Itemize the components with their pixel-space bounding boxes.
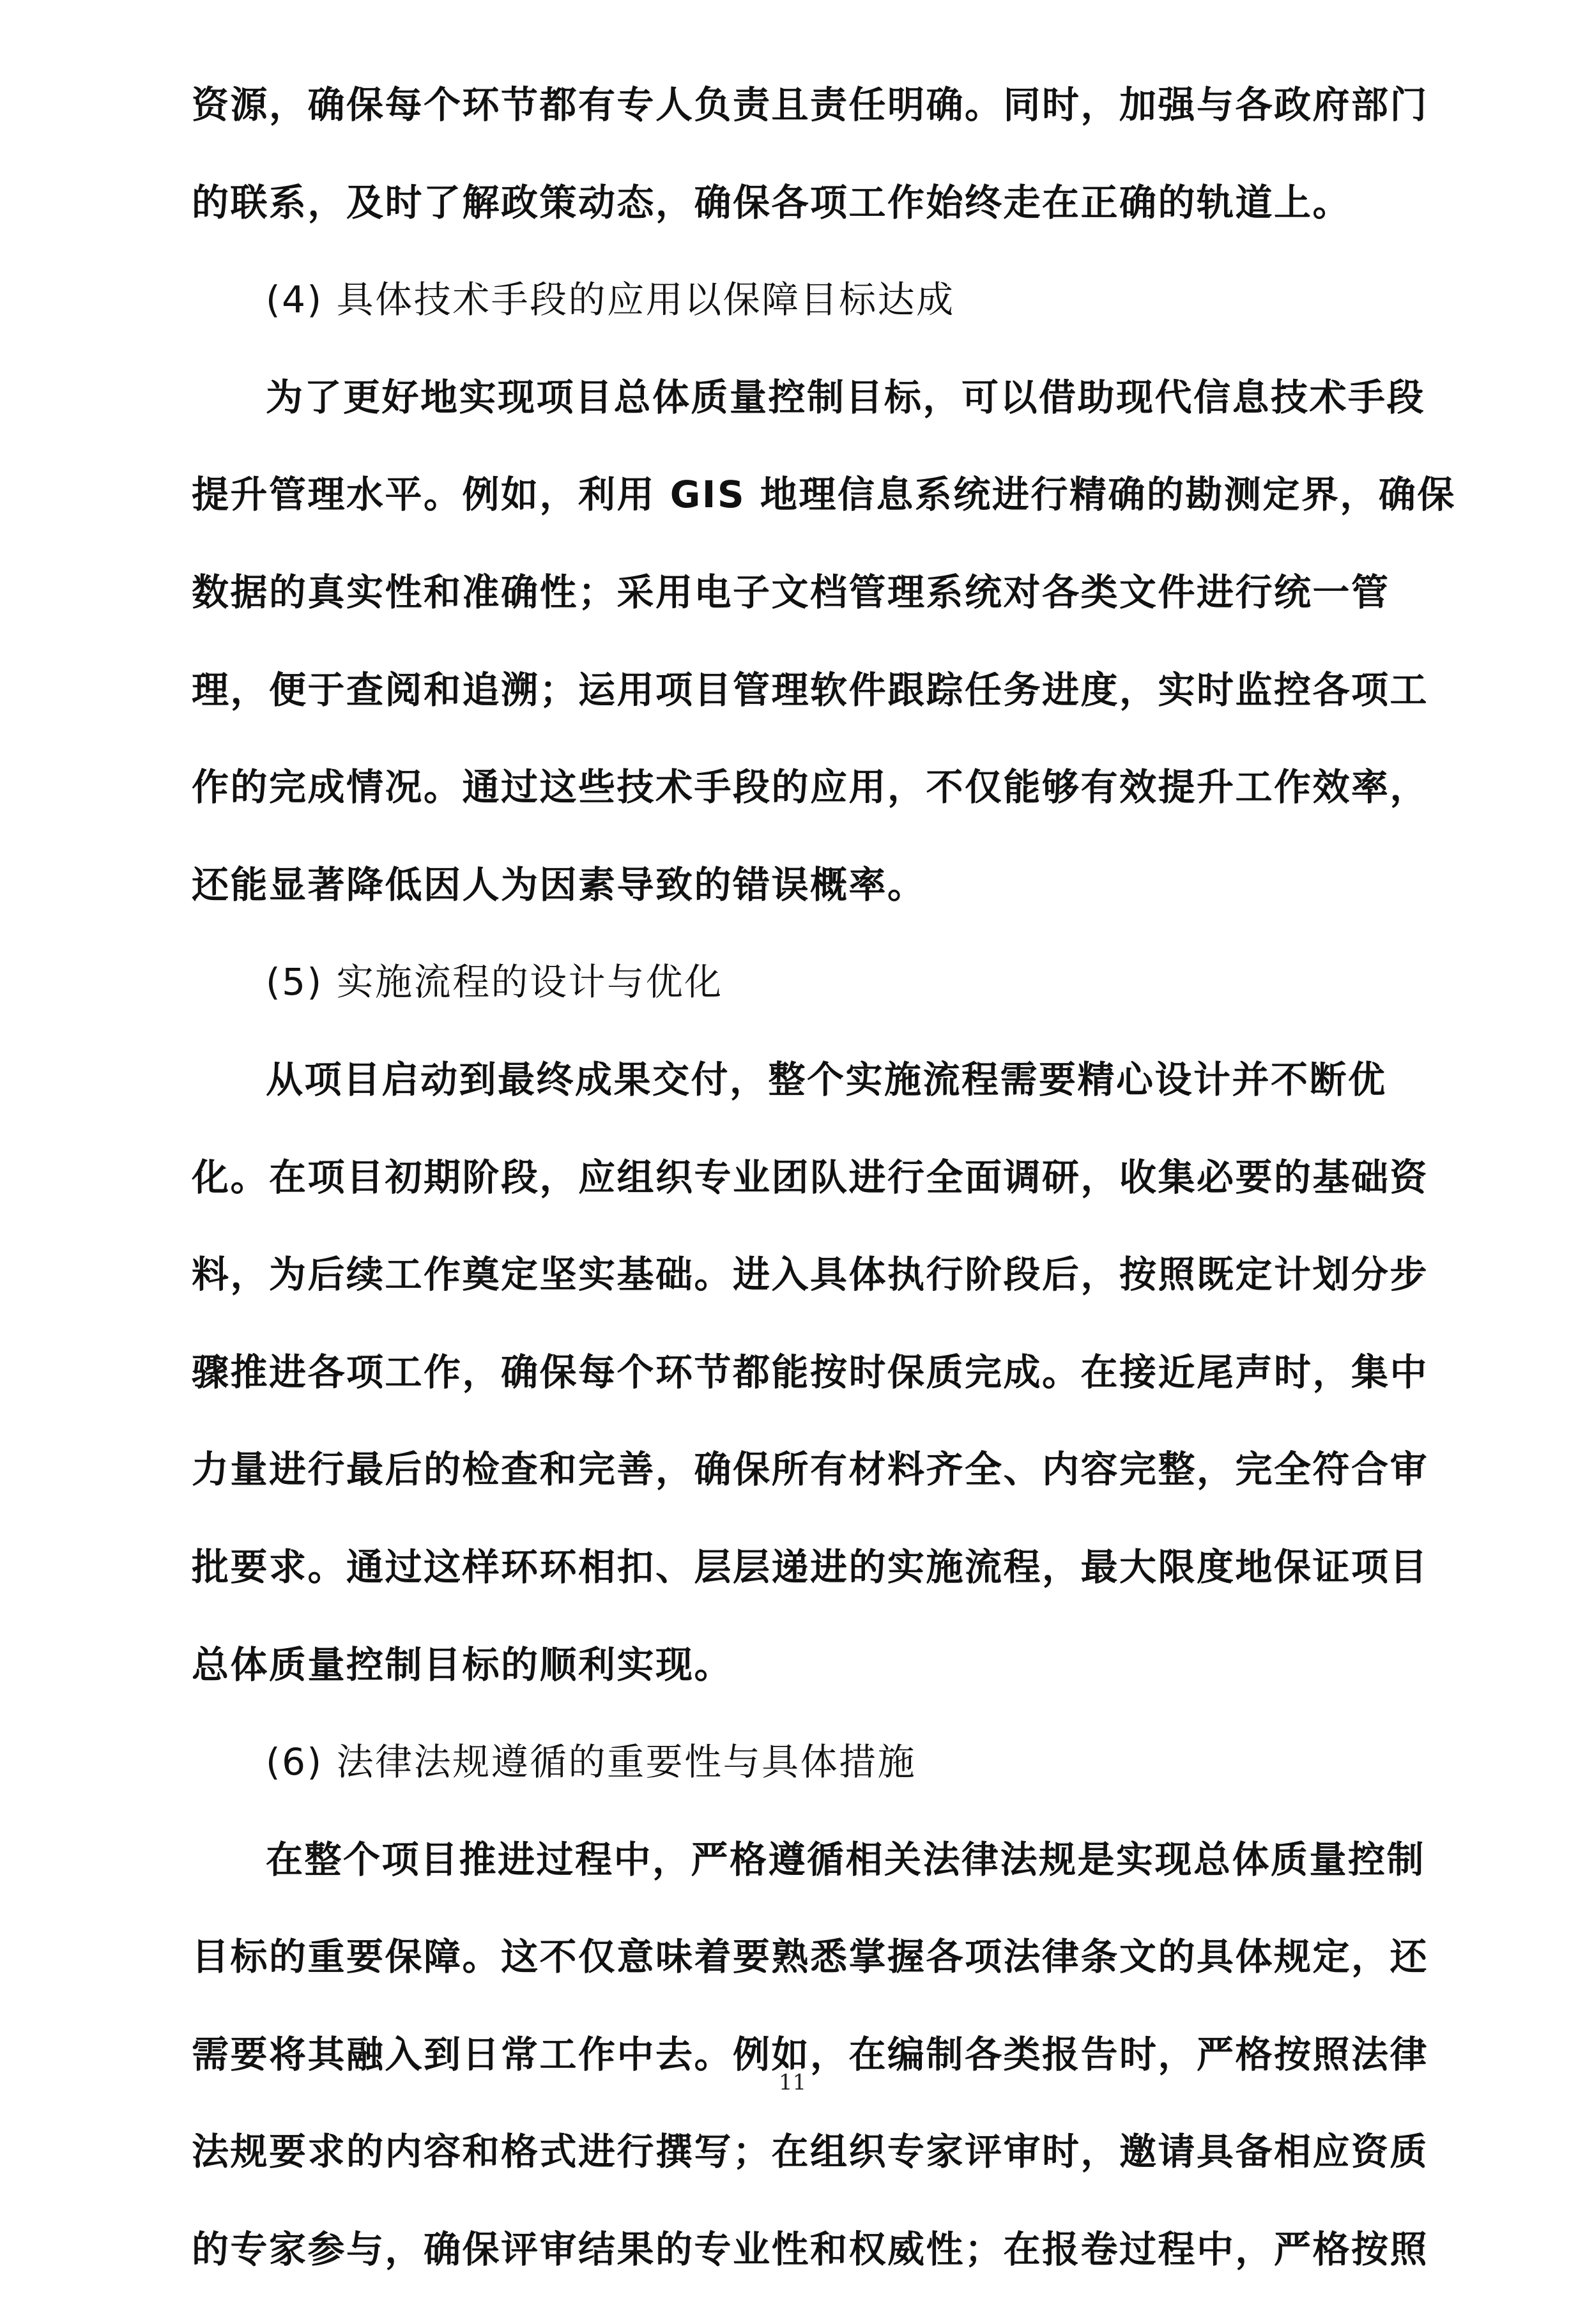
text-line: 的专家参与，确保评审结果的专业性和权威性；在报卷过程中，严格按照 [192, 2228, 1429, 2272]
page-number: 11 [778, 2070, 807, 2095]
text-line: 提升管理水平。例如，利用 GIS 地理信息系统进行精确的勘测定界，确保 [192, 473, 1456, 517]
text-line: 理，便于查阅和追溯；运用项目管理软件跟踪任务进度，实时监控各项工 [192, 668, 1429, 712]
text-line: 还能显著降低因人为因素导致的错误概率。 [192, 862, 926, 906]
paragraph-first-line: 在整个项目推进过程中，严格遵循相关法律法规是实现总体质量控制 [266, 1837, 1426, 1881]
text-line: 力量进行最后的检查和完善，确保所有材料齐全、内容完整，完全符合审 [192, 1448, 1429, 1492]
section-heading: (4) 具体技术手段的应用以保障目标达成 [266, 278, 955, 322]
text-line: 目标的重要保障。这不仅意味着要熟悉掌握各项法律条文的具体规定，还 [192, 1935, 1429, 1979]
text-line: 数据的真实性和准确性；采用电子文档管理系统对各类文件进行统一管 [192, 570, 1390, 614]
text-line: 批要求。通过这样环环相扣、层层递进的实施流程，最大限度地保证项目 [192, 1545, 1429, 1589]
text-line: 总体质量控制目标的顺利实现。 [192, 1642, 733, 1686]
document-page [192, 82, 1456, 2324]
text-line: 的联系，及时了解政策动态，确保各项工作始终走在正确的轨道上。 [192, 180, 1352, 224]
paragraph-first-line: 为了更好地实现项目总体质量控制目标，可以借助现代信息技术手段 [266, 375, 1426, 419]
text-line: 骤推进各项工作，确保每个环节都能按时保质完成。在接近尾声时，集中 [192, 1350, 1429, 1394]
text-line: 化。在项目初期阶段，应组织专业团队进行全面调研，收集必要的基础资 [192, 1155, 1429, 1199]
text-line: 作的完成情况。通过这些技术手段的应用，不仅能够有效提升工作效率， [192, 765, 1429, 809]
text-line: 料，为后续工作奠定坚实基础。进入具体执行阶段后，按照既定计划分步 [192, 1253, 1429, 1297]
text-line: 资源，确保每个环节都有专人负责且责任明确。同时，加强与各政府部门 [192, 83, 1429, 126]
paragraph-first-line: 从项目启动到最终成果交付，整个实施流程需要精心设计并不断优 [266, 1057, 1387, 1101]
section-heading: (5) 实施流程的设计与优化 [266, 960, 723, 1004]
section-heading: (6) 法律法规遵循的重要性与具体措施 [266, 1740, 917, 1784]
text-line: 法规要求的内容和格式进行撰写；在组织专家评审时，邀请具备相应资质 [192, 2130, 1429, 2174]
text-line: 需要将其融入到日常工作中去。例如，在编制各类报告时，严格按照法律 [192, 2032, 1429, 2076]
